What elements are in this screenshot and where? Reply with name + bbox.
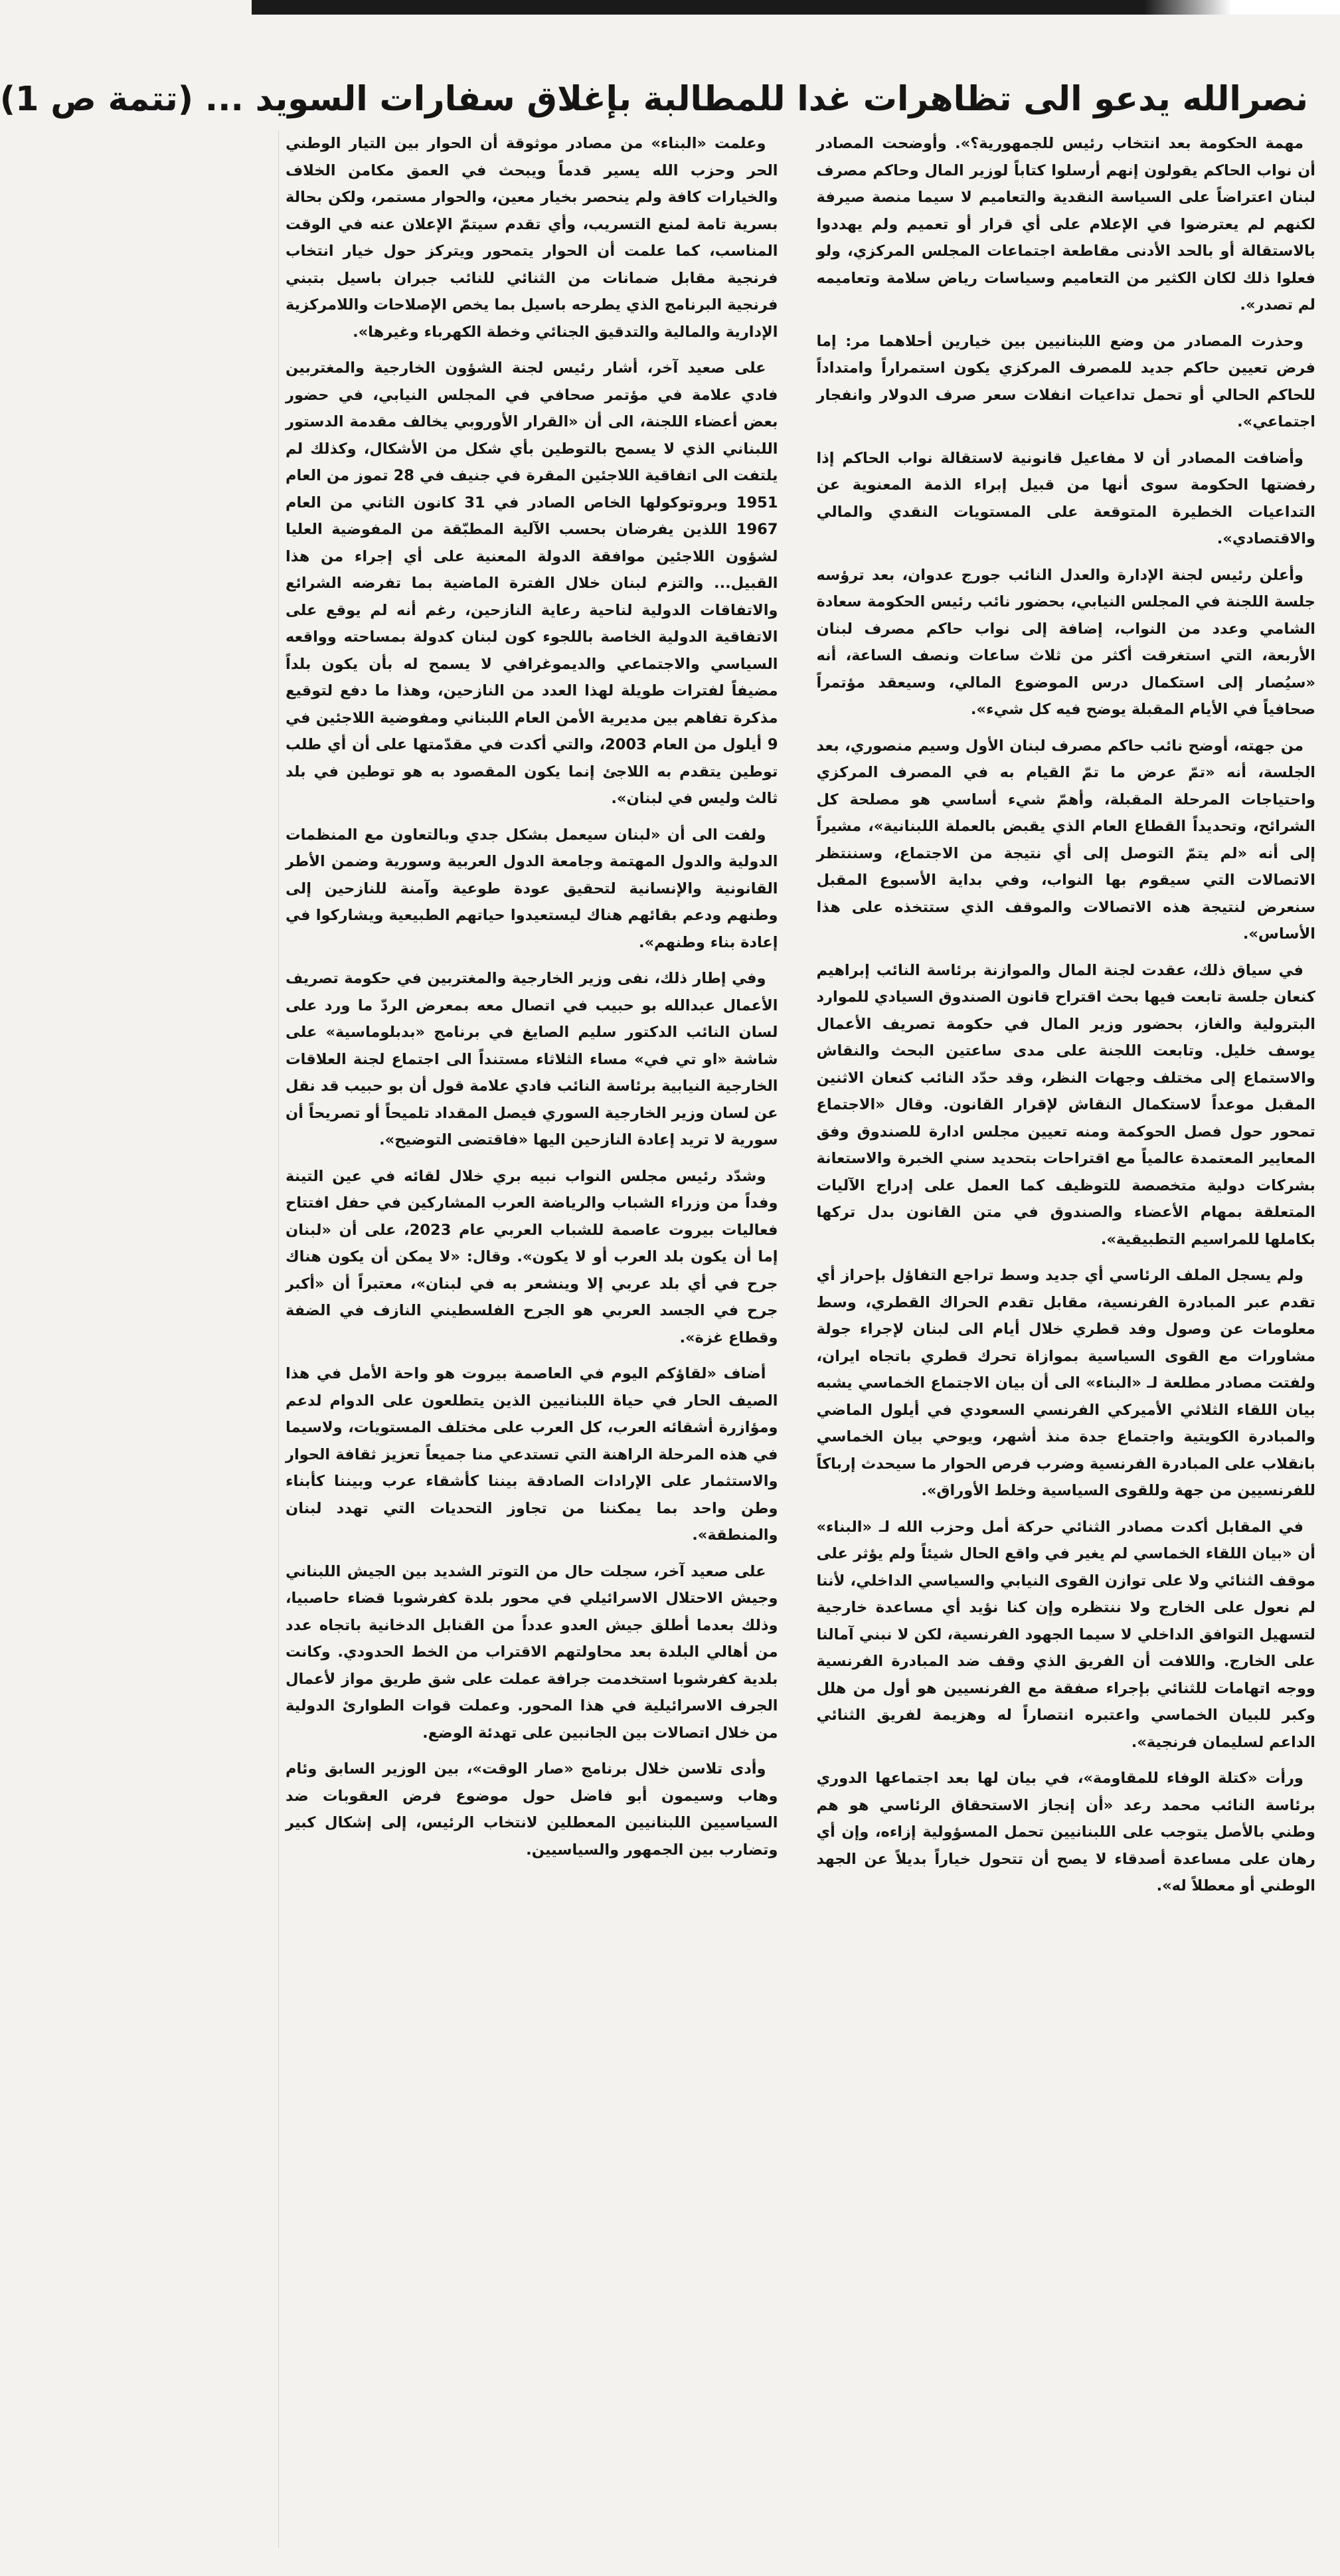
- article-column-left: [278, 130, 778, 2548]
- paragraph: وعلمت «البناء» من مصادر موثوقة أن الحوار بين التيار الوطني الحر وحزب الله يسير قدماً ويبحث في العمق مكامن الخلاف والخيارات كافة ولم ينحصر بخيار معين، والحوار مستمر، ولكن بحالة بسرية تامة لمنع التسريب، وأي تقدم سيتمّ الإعلان عنه في الوقت المناسب، كما علمت أن الحوار يتمحور ويتركز حول خيار انتخاب فرنجية مقابل ضمانات من الثنائي للنائب جبران باسيل بتبني فرنجية البرنامج الذي يطرحه باسيل بما يخص الإصلاحات واللامركزية الإدارية والمالية والتدقيق الجنائي وخطة الكهرباء وغيرها».: [286, 135, 778, 341]
- paragraph: وأعلن رئيس لجنة الإدارة والعدل النائب جورج عدوان، بعد ترؤسه جلسة اللجنة في المجلس النيابي، بحضور نائب رئيس الحكومة سعادة الشامي وعدد من النواب، إضافة إلى نواب حاكم مصرف لبنان الأربعة، التي استغرقت أكثر من ثلاث ساعات ونصف الساعة، أنه «سيُصار إلى استكمال درس الموضوع المالي، وسيعقد مؤتمراً صحافياً في الأيام المقبلة يوضح فيه كل شيء».: [816, 566, 1315, 718]
- article-column-right: [817, 130, 1316, 2548]
- paragraph: وحذرت المصادر من وضع اللبنانيين بين خيارين أحلاهما مر: إما فرض تعيين حاكم جديد للمصرف المركزي يكون استمراراً وامتداداً للحاكم الحالي أو تحمل تداعيات انفلات سعر صرف الدولار وانفجار اجتماعي».: [816, 332, 1315, 430]
- paragraph: من جهته، أوضح نائب حاكم مصرف لبنان الأول وسيم منصوري، بعد الجلسة، أنه «تمّ عرض ما تمّ القيام به في المصرف المركزي واحتياجات المرحلة المقبلة، وأهمّ شيء أساسي هو مصلحة كل الشرائح، وتحديداً القطاع العام الذي يقبض بالعملة اللبنانية»، مشيراً إلى أنه «لم يتمّ التوصل إلى أي نتيجة من الاجتماع، وسننتظر الاتصالات التي سيقوم بها النواب، وفي بداية الأسبوع المقبل سنعرض لنتيجة هذه الاتصالات والموقف الذي ستتخذه على هذا الأساس».: [816, 737, 1315, 943]
- article-headline: نصرالله يدعو الى تظاهرات غدا للمطالبة بإغلاق سفارات السويد ... (تتمة ص 1): [0, 80, 1308, 120]
- paragraph: أضاف «لقاؤكم اليوم في العاصمة بيروت هو واحة الأمل في هذا الصيف الحار في حياة اللبنانيين الذين يتطلعون على الدوام لدعم ومؤازرة أشقائه العرب، كل العرب على مختلف المستويات، ولاسيما في هذه المرحلة الراهنة التي تستدعي منا جميعاً تعزيز ثقافة الحوار والاستثمار على الإرادات الصادقة بيننا كأشقاء عرب وبيننا كأبناء وطن واحد بما يمكننا من تجاوز التحديات التي تهدد لبنان والمنطقة».: [286, 1365, 778, 1544]
- paragraph: ولفت الى أن «لبنان سيعمل بشكل جدي وبالتعاون مع المنظمات الدولية والدول المهتمة وجامعة الدول العربية وسورية وضمن الأطر القانونية والإنسانية لتحقيق عودة طوعية وآمنة للنازحين إلى وطنهم ودعم بقائهم هناك ليستعيدوا حياتهم الطبيعية ويشاركوا في إعادة بناء وطنهم».: [286, 826, 778, 951]
- paragraph: في سياق ذلك، عقدت لجنة المال والموازنة برئاسة النائب إبراهيم كنعان جلسة تابعت فيها بحث اقتراح قانون الصندوق السيادي للموارد البترولية والغاز، بحضور وزير المال في حكومة تصريف الأعمال يوسف خليل. وتابعت اللجنة على مدى ساعتين البحث والنقاش والاستماع إلى مختلف وجهات النظر، وقد حدّد النائب كنعان الاثنين المقبل موعداً لاستكمال النقاش لإقرار القانون. وقال «الاجتماع تمحور حول فصل الحوكمة ومنه تعيين مجلس ادارة للصندوق وفق المعايير المعتمدة عالمياً مع اقتراحات بتحديد سني الخبرة والاستعانة بشركات دولية متخصصة للتوظيف كما العمل على إدراج الآليات المتعلقة بمهام الأعضاء والصندوق في متن القانون بدل تركها بكاملها للمراسيم التطبيقية».: [816, 961, 1315, 1248]
- article-body: [278, 130, 1315, 2548]
- paragraph: على صعيد آخر، سجلت حال من التوتر الشديد بين الجيش اللبناني وجيش الاحتلال الاسرائيلي في محور بلدة كفرشوبا قضاء حاصبيا، وذلك بعدما أطلق جيش العدو عدداً من القنابل الدخانية باتجاه عدد من أهالي البلدة بعد محاولتهم الاقتراب من الخط الحدودي. وكانت بلدية كفرشوبا استخدمت جرافة عملت على شق طريق مواز لأعمال الجرف الاسرائيلية في هذا المحور. وعملت قوات الطوارئ الدولية من خلال اتصالات بين الجانبين على تهدئة الوضع.: [286, 1562, 778, 1742]
- page-top-bar: [252, 0, 1340, 15]
- paragraph: ورأت «كتلة الوفاء للمقاومة»، في بيان لها بعد اجتماعها الدوري برئاسة النائب محمد رعد «أن إنجاز الاستحقاق الرئاسي هو هم وطني بالأصل يتوجب على اللبنانيين تحمل المسؤولية إزاءه، وإن أي رهان على مساعدة أصدقاء لا يصح أن تتحول خياراً بديلاً عن الجهد الوطني أو معطلاً له».: [816, 1770, 1315, 1894]
- paragraph: وأضافت المصادر أن لا مفاعيل قانونية لاستقالة نواب الحاكم إذا رفضتها الحكومة سوى أنها من قبيل إبراء الذمة المعنوية عن التداعيات الخطيرة المتوقعة على المستويات النقدي والمالي والاقتصادي».: [816, 449, 1315, 547]
- paragraph: وفي إطار ذلك، نفى وزير الخارجية والمغتربين في حكومة تصريف الأعمال عبدالله بو حبيب في اتصال معه بمعرض الردّ ما ورد على لسان النائب الدكتور سليم الصايغ في برنامج «بدبلوماسية» على شاشة «او تي في» مساء الثلاثاء مستنداً الى اجتماع لجنة العلاقات الخارجية النيابية برئاسة النائب فادي علامة قول أن بو حبيب قد نقل عن لسان وزير الخارجية السوري فيصل المقداد تلميحاً أو تصريحاً أن سورية لا تريد إعادة النازحين اليها «فاقتضى التوضيح».: [286, 970, 778, 1149]
- paragraph: على صعيد آخر، أشار رئيس لجنة الشؤون الخارجية والمغتربين فادي علامة في مؤتمر صحافي في المجلس النيابي، في حضور بعض أعضاء اللجنة، الى أن «القرار الأوروبي يخالف مقدمة الدستور اللبناني الذي لا يسمح بالتوطين بأي شكل من الأشكال، وكذلك لم يلتفت الى اتفاقية اللاجئين المقرة في جنيف في 28 تموز من العام 1951 وبروتوكولها الخاص الصادر في 31 كانون الثاني من العام 1967 اللذين يفرضان بحسب الآلية المطبّقة من المفوضية العليا لشؤون اللاجئين موافقة الدولة المعنية على أي إجراء من هذا القبيل... والتزم لبنان خلال الفترة الماضية بما تفرضه الشرائع والاتفاقات الدولية لناحية رعاية النازحين، رغم أنه لم يوقع على الاتفاقية الدولية الخاصة باللجوء كون لبنان كدولة بمساحته وواقعه السياسي والاجتماعي والديموغرافي لا يسمح له بأن يكون بلداً مضيفاً لفترات طويلة لهذا العدد من النازحين، وهذا ما دفع لتوقيع مذكرة تفاهم بين مديرية الأمن العام اللبناني ومفوضية اللاجئين في 9 أيلول من العام 2003، والتي أكدت في مقدّمتها على أن أي طلب توطين يتقدم به اللاجئ إنما يكون المقصود به هو توطين في بلد ثالث وليس في لبنان».: [286, 359, 778, 807]
- paragraph: ولم يسجل الملف الرئاسي أي جديد وسط تراجع التفاؤل بإحراز أي تقدم عبر المبادرة الفرنسية، مقابل تقدم الحراك القطري، وسط معلومات عن وصول وفد قطري خلال أيام الى لبنان لإجراء جولة مشاورات مع القوى السياسية بموازاة تحرك قطري باتجاه ايران، ولفتت مصادر مطلعة لـ «البناء» الى أن بيان الاجتماع الخماسي يشبه بيان اللقاء الثلاثي الأميركي الفرنسي السعودي في أيلول الماضي والمبادرة الكويتية واجتماع جدة منذ أشهر، ويوحي بيان الخماسي بانقلاب على المبادرة الفرنسية وضرب فرص الحوار ما سيحدث إرباكاً للفرنسيين من جهة وللقوى السياسية وخلط الأوراق».: [816, 1267, 1315, 1499]
- paragraph: وأدى تلاسن خلال برنامج «صار الوقت»، بين الوزير السابق وئام وهاب وسيمون أبو فاضل حول موضوع فرض العقوبات ضد السياسيين اللبنانيين المعطلين لانتخاب الرئيس، إلى إشكال كبير وتضارب بين الجمهور والسياسيين.: [286, 1760, 778, 1859]
- paragraph: وشدّد رئيس مجلس النواب نبيه بري خلال لقائه في عين التينة وفداً من وزراء الشباب والرياضة العرب المشاركين في حفل افتتاح فعاليات بيروت عاصمة للشباب العربي عام 2023، على أن «لبنان إما أن يكون بلد العرب أو لا يكون». وقال: «لا يمكن أن يكون هناك جرح في أي بلد عربي إلا وينشعر به في لبنان»، معتبراً أن «أكبر جرح في الجسد العربي هو الجرح الفلسطيني النازف في الضفة وقطاع غزة».: [286, 1167, 778, 1346]
- paragraph: مهمة الحكومة بعد انتخاب رئيس للجمهورية؟». وأوضحت المصادر أن نواب الحاكم يقولون إنهم أرسلوا كتاباً لوزير المال وحاكم مصرف لبنان اعتراضاً على السياسة النقدية والتعاميم لا سيما منصة صيرفة لكنهم لم يعترضوا في الإعلام على أي قرار أو تعميم ولم يهددوا بالاستقالة أو بالحد الأدنى مقاطعة اجتماعات المجلس المركزي، ولو فعلوا ذلك لكان الكثير من التعاميم وسياسات رياض سلامة وتعاميمه لم تصدر».: [816, 135, 1315, 314]
- paragraph: في المقابل أكدت مصادر الثنائي حركة أمل وحزب الله لـ «البناء» أن «بيان اللقاء الخماسي لم يغير في واقع الحال شيئاً ولم يؤثر على موقف الثنائي ولا على توازن القوى النيابي والسياسي الداخلي، لأننا لم نعول على الخارج ولا ننتظره وإن كنا نؤيد أي مساعدة خارجية لتسهيل التوافق الداخلي لا سيما الجهود الفرنسية، لكن لا نبني آمالنا على الخارج. واللافت أن الفريق الذي وقف ضد المبادرة الفرنسية ووجه اتهامات للثنائي بإجراء صفقة مع الفرنسيين هو أول من هلل وكبر للبيان الخماسي واعتبره انتصاراً له وهزيمة لفريق الثنائي الداعم لسليمان فرنجية».: [816, 1518, 1315, 1751]
